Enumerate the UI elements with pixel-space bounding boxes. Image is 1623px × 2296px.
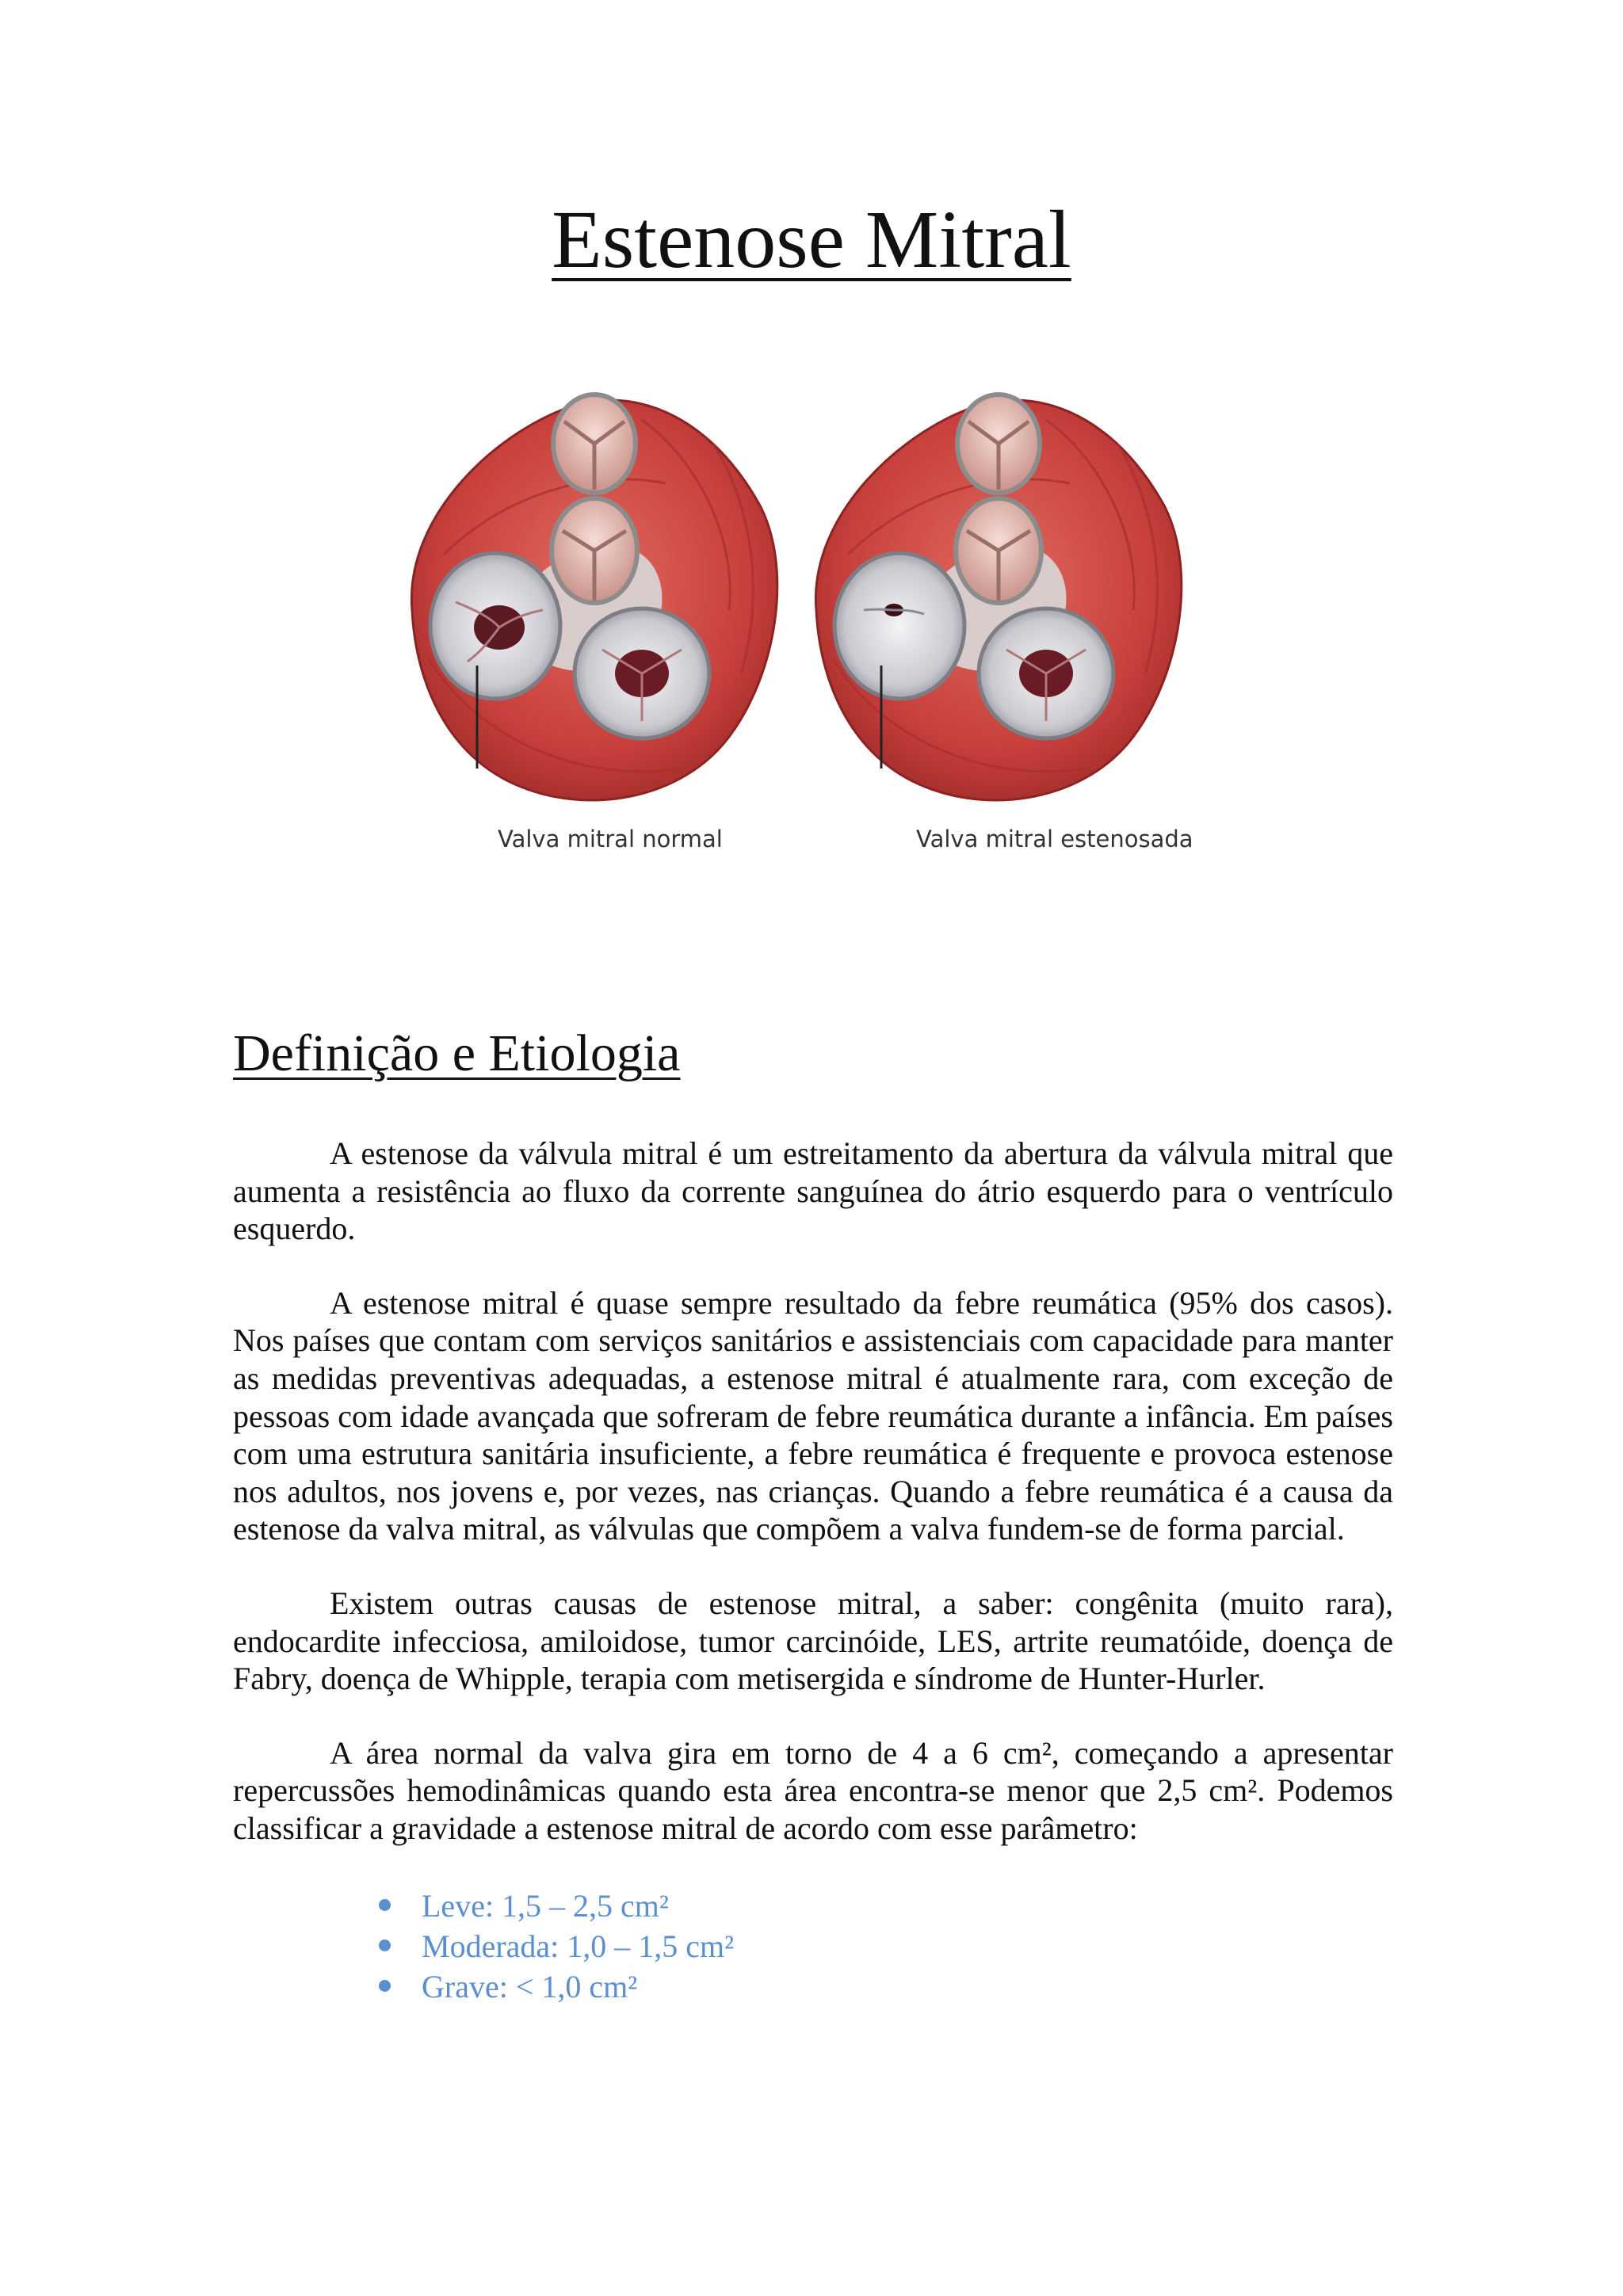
stenotic-valve-heart xyxy=(815,395,1181,800)
normal-valve-heart xyxy=(411,395,777,800)
figure-caption-stenotic: Valva mitral estenosada xyxy=(916,826,1193,852)
severity-item-mild xyxy=(379,1886,1393,1926)
bullet-icon xyxy=(379,1899,391,1911)
paragraph-definition: A estenose da válvula mitral é um estreitamento da abertura da válvula mitral que aumenta a resistência ao fluxo da corrente sanguínea do átrio esquerdo para o ventrículo esquerdo. xyxy=(233,1135,1393,1247)
bullet-icon xyxy=(379,1980,391,1992)
section-heading xyxy=(233,1020,680,1087)
document-title-text: Estenose Mitral xyxy=(552,194,1071,285)
paragraph-valve-area: A área normal da valva gira em torno de 4 a 6 cm², começando a apresentar repercussões hemodinâmicas quando esta área encontra-se menor que 2,5 cm². Podemos classificar a gravidade a estenose mitral de acordo com esse parâmetro: xyxy=(233,1734,1393,1846)
figure-caption-normal: Valva mitral normal xyxy=(498,826,723,852)
severity-item-mild-text: Leve: 1,5 – 2,5 cm² xyxy=(422,1887,669,1924)
severity-item-moderate xyxy=(379,1926,1393,1966)
heart-valve-illustration xyxy=(380,372,1236,879)
document-title xyxy=(0,189,1623,292)
section-heading-text: Definição e Etiologia xyxy=(233,1024,681,1082)
heart-valve-figure xyxy=(380,372,1236,879)
paragraph-etiology: A estenose mitral é quase sempre resultado da febre reumática (95% dos casos). Nos países que contam com serviços sanitários e assistenciais com capacidade para manter as medidas preventivas adequadas, a estenose mitral é atualmente rara, com exceção de pessoas com idade avançada que sofreram de febre reumática durante a infância. Em países com uma estrutura sanitária insuficiente, a febre reumática é frequente e provoca estenose nos adultos, nos jovens e, por vezes, nas crianças. Quando a febre reumática é a causa da estenose da valva mitral, as válvulas que compõem a valva fundem-se de forma parcial. xyxy=(233,1284,1393,1547)
severity-item-moderate-text: Moderada: 1,0 – 1,5 cm² xyxy=(422,1928,735,1964)
severity-item-severe xyxy=(379,1966,1393,2007)
severity-list xyxy=(233,1886,1393,2007)
severity-item-severe-text: Grave: < 1,0 cm² xyxy=(422,1968,638,2004)
bullet-icon xyxy=(379,1939,391,1951)
paragraph-other-causes: Existem outras causas de estenose mitral, a saber: congênita (muito rara), endocardite infecciosa, amiloidose, tumor carcinóide, LES, artrite reumatóide, doença de Fabry, doença de Whipple, terapia com metisergida e síndrome de Hunter-Hurler. xyxy=(233,1585,1393,1697)
section-body xyxy=(233,1135,1393,2007)
